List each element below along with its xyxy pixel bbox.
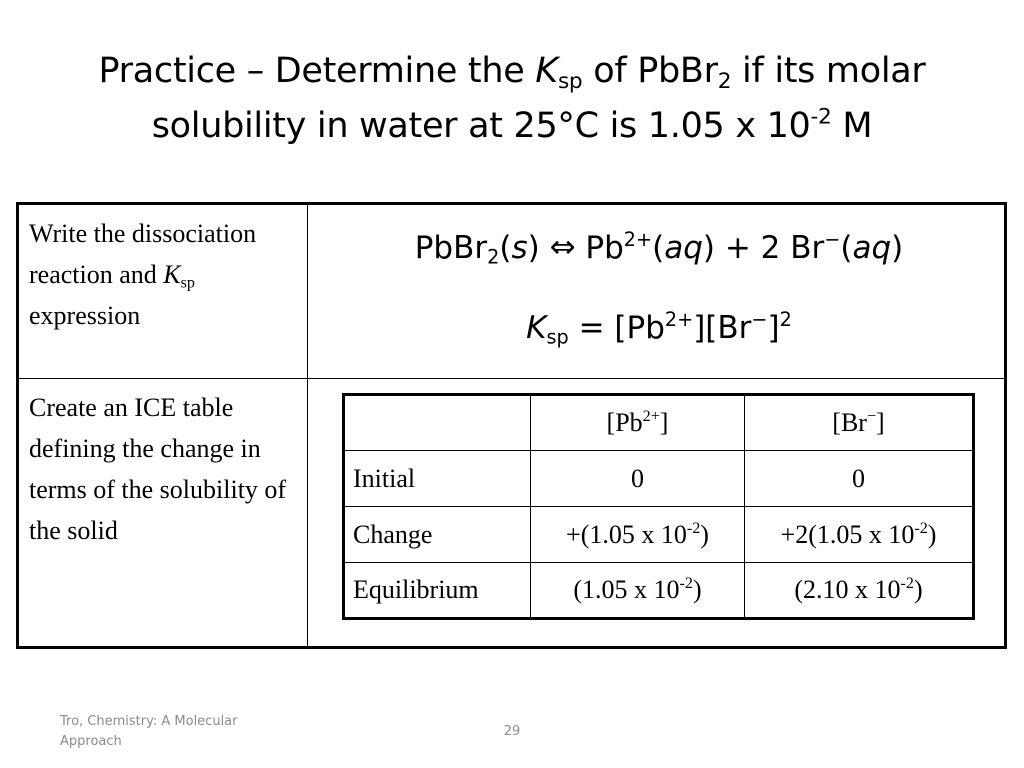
ice-row-equilibrium <box>344 563 974 619</box>
footer-source: Tro, Chemistry: A Molecular Approach <box>60 714 238 749</box>
page-number: 29 <box>503 724 521 739</box>
ice-header-row <box>344 395 974 451</box>
ice-row-change <box>344 507 974 563</box>
slide-title: Practice – Determine the $K_{sp}$ of PbBr$_2$ if its molar solubility in water at 25°C is 1.05 x $10^{-2}$ M <box>98 51 926 146</box>
ice-row-initial <box>344 451 974 507</box>
ice-header-pb: $[Pb^{2+}]$ <box>531 395 745 451</box>
ice-header-blank <box>344 395 531 451</box>
outer-table <box>16 202 1007 649</box>
column-divider <box>307 205 308 646</box>
ksp-expression: $K_{sp} = [Pb^{2+}][Br^-]^2$ <box>526 308 792 349</box>
ice-row-label: Initial <box>344 451 531 507</box>
dissociation-equation: PbBr$_2$(s) ⇔ $Pb^{2+}(aq) + 2$ Br−(aq) <box>309 225 1009 271</box>
row1-label: Write the dissociation reaction and $K_{sp}$ expression <box>29 219 257 330</box>
row-divider <box>19 378 1004 379</box>
ice-row-label: Equilibrium <box>344 563 531 619</box>
ice-cell: (1.05 x $10^{-2}$) <box>531 563 745 619</box>
ice-cell: 0 <box>745 451 974 507</box>
row2-label: Create an ICE table defining the change in terms of the solubility of the solid <box>29 393 287 545</box>
ice-cell: +(1.05 x $10^{-2}$) <box>531 507 745 563</box>
ice-row-label: Change <box>344 507 531 563</box>
ice-cell: +2(1.05 x $10^{-2}$) <box>745 507 974 563</box>
ice-header-br: [Br−] <box>745 395 974 451</box>
ice-table <box>342 393 975 620</box>
ice-cell: (2.10 x $10^{-2}$) <box>745 563 974 619</box>
ice-cell: 0 <box>531 451 745 507</box>
equilibrium-arrow-icon: ⇔ <box>549 229 576 265</box>
